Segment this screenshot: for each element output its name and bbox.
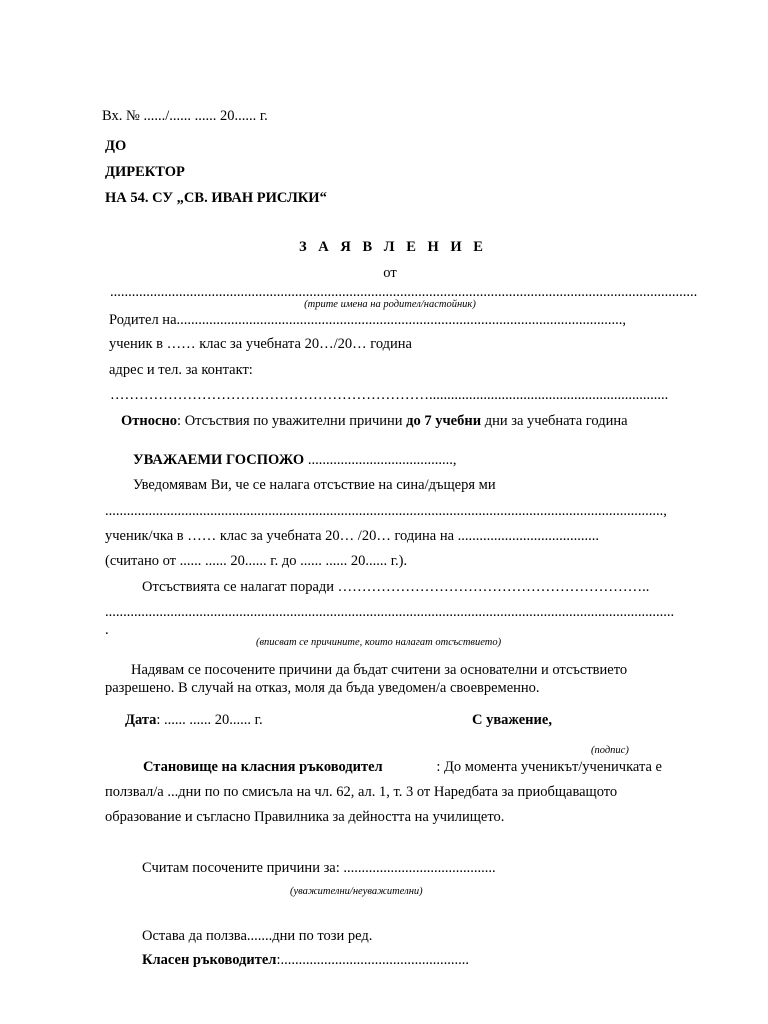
opinion-label: Становище на класния ръководител [143,759,383,775]
opinion-line-2: ползвал/а ...дни по по смисъла на чл. 62, ал. 1, т. 3 от Наредбата за приобщаващото [105,784,618,800]
opinion-line-3: образование и съгласно Правилника за дейността на училището. [105,809,505,825]
addressee-director: ДИРЕКТОР [105,164,185,180]
parent-of-line: Родител на..........................................................................................................................., [109,312,627,328]
date-value: : ...... ...... 20...... г. [156,712,263,728]
title-from: от [383,265,397,281]
student-period-line: ученик/чка в …… клас за учебната 20… /20… година на ....................................... [105,528,600,544]
reason-line: Отсъствията се налагат поради ……………………………………………………….. [142,579,650,595]
date-label: Дата [125,712,157,728]
period-line: (считано от ...... ...... 20...... г. до ...... ...... 20...... г.). [105,553,408,569]
reason-hint: (вписват се причините, които налагат отсъствието) [256,637,502,648]
subject-text-2: дни за учебната година [481,413,628,429]
child-name-dots: .........................................................................................................................................................., [105,503,667,519]
hope-line-2: разрешено. В случай на отказ, моля да бъда уведомен/а своевременно. [105,680,540,696]
teacher-signoff-dots: :.................................................... [276,952,469,968]
student-class-line: ученик в …… клас за учебната 20…/20… година [109,336,412,352]
subject-text-1: : Отсъствия по уважителни причини [177,413,407,429]
salutation-line [133,451,456,469]
teacher-signoff [142,951,469,969]
consider-hint: (уважителни/неуважителни) [290,886,423,897]
remaining-days: Остава да ползва.......дни по този ред. [142,928,373,944]
inform-line: Уведомявам Ви, че се налага отсъствие на сина/дъщеря ми [133,477,496,493]
regards: С уважение, [472,712,552,728]
reason-dot-end: . [105,622,109,638]
salutation-dots: ........................................, [304,452,457,468]
subject-line [121,412,628,430]
opinion-line-1 [143,758,662,776]
signature-hint: (подпис) [591,745,629,756]
hope-line-1: Надявам се посочените причини да бъдат считени за основателни и отсъствието [131,662,628,678]
document-title: З А Я В Л Е Н И Е [299,239,487,255]
subject-label: Относно [121,413,178,429]
parent-names-dots: .................................................................................................................................................................. [110,284,698,300]
incoming-number: Вх. № ....../...... ...... 20...... г. [102,108,268,124]
date-line [125,711,263,729]
salutation: УВАЖАЕМИ ГОСПОЖО [133,452,305,468]
address-label: адрес и тел. за контакт: [109,362,253,378]
opinion-text-1: : До момента ученикът/ученичката е [436,759,662,775]
consider-line: Считам посочените причини за: .......................................... [142,860,496,876]
teacher-signoff-label: Класен ръководител [142,952,277,968]
address-dots: ………………………………………………………….................................................................. [110,387,669,403]
reason-dots: ............................................................................................................................................................. [105,604,675,620]
parent-names-hint: (трите имена на родител/настойник) [304,299,476,310]
subject-bold: до 7 учебни [406,413,482,429]
addressee-school: НА 54. СУ „СВ. ИВАН РИСЛКИ“ [105,190,327,206]
addressee-to: ДО [105,138,127,154]
